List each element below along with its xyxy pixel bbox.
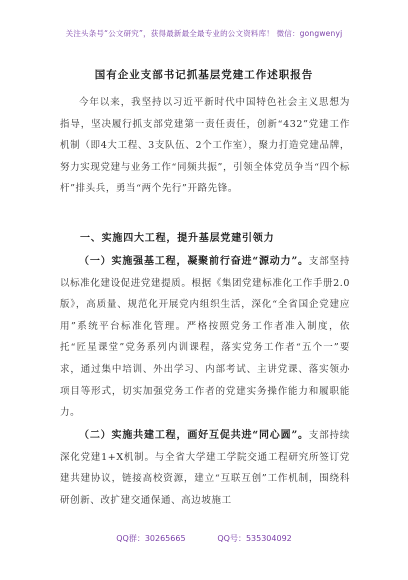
top-promo-notice: 关注头条号“公文研究”，获得最新最全最专业的公文资料库！ 微信：gongwenyj [65,29,343,38]
subsection-2-text: 支部持续深化党建1+X机制。与全省大学建工学院交通工程研究所签订党建共建协议，链接高校资源，建立“互联互创”工作机制，围绕科研创新、改扩建交通保通、高边坡施工 [60,430,350,506]
document-title: 国有企业支部书记抓基层党建工作述职报告 [94,69,314,81]
subsection-1-text: 支部坚持以标准化建设促进党建提质。根据《集团党建标准化工作手册2.0版》，高质量、规范化开展党内组织生活，深化“全省国企党建应用”系统平台标准化管理。严格按照党务工作者准入制度，依托“匠星课堂”党务系列内训课程，落实党务工作者“五个一”要求，通过集中培训、外出学习、内部考试、主讲党课、落实领办项目等形式，切实加强党务工作者的党建实务操作能力和履职能力。 [60,256,350,419]
section-heading: 一、实施四大工程，提升基层党建引领力 [80,233,275,244]
intro-paragraph-block [60,92,350,200]
subsection-2-paragraph [60,425,350,511]
subsection-1-heading: （一）实施强基工程，凝聚前行奋进“源动力”。 [79,256,309,267]
subsection-2-heading: （二）实施共建工程，画好互促共进“同心圆”。 [79,430,309,441]
subsection-1-block [60,251,350,424]
subsection-1-paragraph [60,251,350,424]
intro-paragraph: 今年以来，我坚持以习近平新时代中国特色社会主义思想为指导，坚决履行抓支部党建第一责任责任，创新“432”党建工作机制（即4大工程、3支队伍、2个工作室），聚力打造党建品牌，努力实现党建与业务工作“同频共振”，引领全体党员争当“四个标杆”排头兵，勇当“两个先行”开路先锋。 [60,97,350,195]
subsection-2-block [60,425,350,511]
bottom-contact-line [0,533,408,544]
qq-number: QQ号：535304092 [217,534,292,543]
qq-group: QQ群：30265665 [116,534,186,543]
